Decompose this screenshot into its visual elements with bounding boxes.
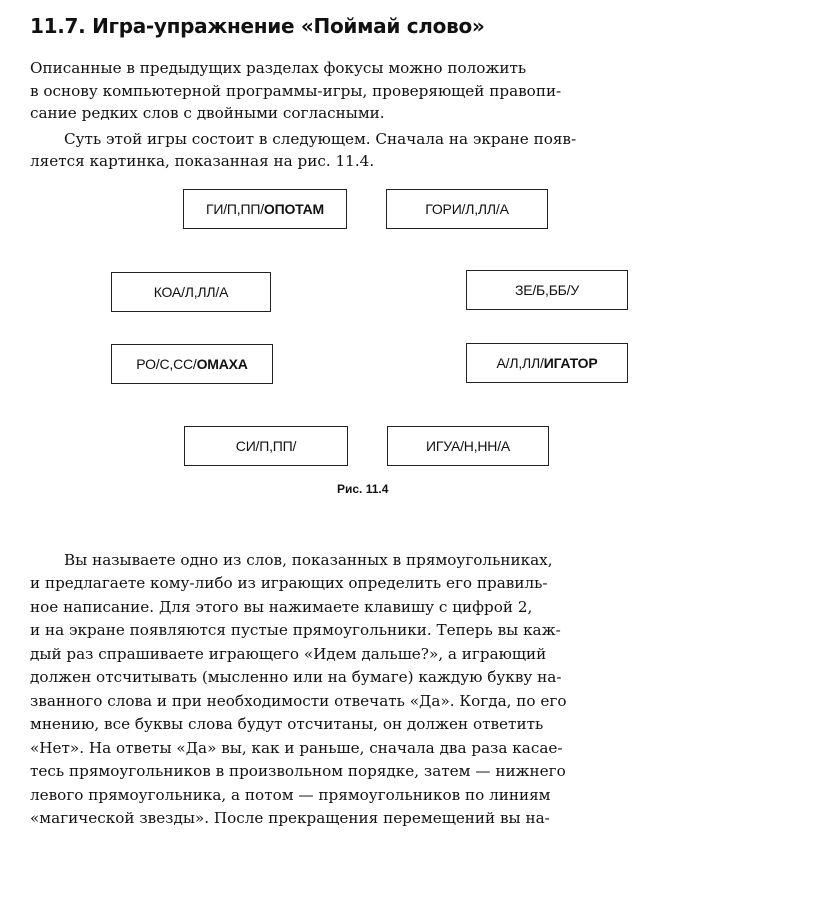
word-box-ending: ИГАТОР xyxy=(543,355,598,371)
intro-line: ляется картинка, показанная на рис. 11.4. xyxy=(30,152,375,170)
body-line: «магической звезды». После прекращения перемещений вы на- xyxy=(30,809,550,827)
word-box-sip xyxy=(184,426,348,466)
word-box-ending: ОМАХА xyxy=(196,356,248,372)
word-box-iguana xyxy=(387,426,549,466)
figure-caption: Рис. 11.4 xyxy=(337,482,389,496)
word-box-variant: А/Л,ЛЛ/ xyxy=(496,355,544,371)
body-line: мнению, все буквы слова будут отсчитаны, он должен ответить xyxy=(30,715,544,733)
word-box-zebu xyxy=(466,270,628,310)
body-line: и на экране появляются пустые прямоугольники. Теперь вы каж- xyxy=(30,621,561,639)
word-box-ending: ОПОТАМ xyxy=(263,201,324,217)
word-box-variant: СИ/П,ПП/ xyxy=(235,438,297,454)
section-heading: 11.7. Игра-упражнение «Поймай слово» xyxy=(30,14,485,38)
word-box-variant: РО/С,СС/ xyxy=(136,356,197,372)
body-line: должен отсчитывать (мысленно или на бумаге) каждую букву на- xyxy=(30,668,562,686)
word-box-koala xyxy=(111,272,271,312)
word-box-variant: ЗЕ/Б,ББ/У xyxy=(514,282,580,298)
intro-line: Суть этой игры состоит в следующем. Сначала на экране появ- xyxy=(64,130,577,148)
body-line: Вы называете одно из слов, показанных в прямоугольниках, xyxy=(64,551,553,569)
word-box-hippopotamus xyxy=(183,189,347,229)
word-box-variant: ИГУА/Н,НН/А xyxy=(425,438,511,454)
body-line: «Нет». На ответы «Да» вы, как и раньше, сначала два раза касае- xyxy=(30,739,563,757)
body-line: званного слова и при необходимости отвечать «Да». Когда, по его xyxy=(30,692,567,710)
body-line: тесь прямоугольников в произвольном порядке, затем — нижнего xyxy=(30,762,566,780)
body-line: дый раз спрашиваете играющего «Идем дальше?», а играющий xyxy=(30,645,547,663)
word-box-rossomakha xyxy=(111,344,273,384)
word-box-variant: ГОРИ/Л,ЛЛ/А xyxy=(425,201,509,217)
word-box-alligator xyxy=(466,343,628,383)
intro-line: Описанные в предыдущих разделах фокусы можно положить xyxy=(30,59,527,77)
word-box-variant: ГИ/П,ПП/ xyxy=(206,201,264,217)
body-line: левого прямоугольника, а потом — прямоугольников по линиям xyxy=(30,786,551,804)
body-line: ное написание. Для этого вы нажимаете клавишу с цифрой 2, xyxy=(30,598,533,616)
intro-line: в основу компьютерной программы-игры, проверяющей правопи- xyxy=(30,82,562,100)
intro-line: сание редких слов с двойными согласными. xyxy=(30,104,385,122)
word-box-gorilla xyxy=(386,189,548,229)
body-line: и предлагаете кому-либо из играющих определить его правиль- xyxy=(30,574,548,592)
word-box-variant: КОА/Л,ЛЛ/А xyxy=(153,284,229,300)
